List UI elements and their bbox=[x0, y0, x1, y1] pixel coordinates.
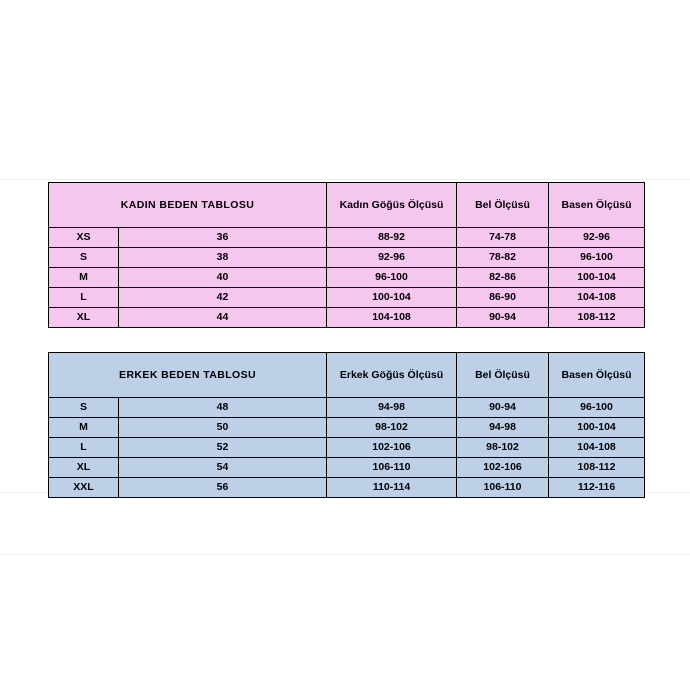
hip-value: 108-112 bbox=[549, 458, 645, 478]
hip-value: 112-116 bbox=[549, 478, 645, 498]
table-row bbox=[49, 268, 645, 288]
background-guide-line bbox=[0, 554, 690, 555]
men-waist-header: Bel Ölçüsü bbox=[457, 353, 549, 398]
table-header-row bbox=[49, 183, 645, 228]
women-size-table bbox=[48, 182, 645, 328]
men-hip-header: Basen Ölçüsü bbox=[549, 353, 645, 398]
size-number: 40 bbox=[119, 268, 327, 288]
table-row bbox=[49, 308, 645, 328]
table-row bbox=[49, 418, 645, 438]
waist-value: 106-110 bbox=[457, 478, 549, 498]
size-number: 38 bbox=[119, 248, 327, 268]
size-number: 50 bbox=[119, 418, 327, 438]
table-header-row bbox=[49, 353, 645, 398]
size-number: 54 bbox=[119, 458, 327, 478]
size-label: M bbox=[49, 418, 119, 438]
hip-value: 92-96 bbox=[549, 228, 645, 248]
women-hip-header: Basen Ölçüsü bbox=[549, 183, 645, 228]
size-number: 42 bbox=[119, 288, 327, 308]
chest-value: 94-98 bbox=[327, 398, 457, 418]
hip-value: 96-100 bbox=[549, 248, 645, 268]
size-number: 44 bbox=[119, 308, 327, 328]
background-guide-line bbox=[0, 179, 690, 180]
size-label: M bbox=[49, 268, 119, 288]
hip-value: 108-112 bbox=[549, 308, 645, 328]
size-number: 36 bbox=[119, 228, 327, 248]
chest-value: 106-110 bbox=[327, 458, 457, 478]
chest-value: 102-106 bbox=[327, 438, 457, 458]
waist-value: 102-106 bbox=[457, 458, 549, 478]
waist-value: 74-78 bbox=[457, 228, 549, 248]
chest-value: 100-104 bbox=[327, 288, 457, 308]
size-label: L bbox=[49, 288, 119, 308]
hip-value: 104-108 bbox=[549, 438, 645, 458]
chest-value: 110-114 bbox=[327, 478, 457, 498]
table-row bbox=[49, 248, 645, 268]
men-size-table bbox=[48, 352, 645, 498]
hip-value: 96-100 bbox=[549, 398, 645, 418]
women-table-title: KADIN BEDEN TABLOSU bbox=[49, 183, 327, 228]
hip-value: 100-104 bbox=[549, 418, 645, 438]
hip-value: 104-108 bbox=[549, 288, 645, 308]
hip-value: 100-104 bbox=[549, 268, 645, 288]
size-label: L bbox=[49, 438, 119, 458]
size-label: XL bbox=[49, 308, 119, 328]
size-number: 52 bbox=[119, 438, 327, 458]
chest-value: 96-100 bbox=[327, 268, 457, 288]
waist-value: 78-82 bbox=[457, 248, 549, 268]
chest-value: 92-96 bbox=[327, 248, 457, 268]
table-row bbox=[49, 458, 645, 478]
chest-value: 104-108 bbox=[327, 308, 457, 328]
table-row bbox=[49, 398, 645, 418]
size-number: 56 bbox=[119, 478, 327, 498]
men-table-title: ERKEK BEDEN TABLOSU bbox=[49, 353, 327, 398]
table-spacer bbox=[48, 328, 644, 352]
women-waist-header: Bel Ölçüsü bbox=[457, 183, 549, 228]
size-label: XL bbox=[49, 458, 119, 478]
chest-value: 98-102 bbox=[327, 418, 457, 438]
waist-value: 90-94 bbox=[457, 308, 549, 328]
table-row bbox=[49, 478, 645, 498]
waist-value: 86-90 bbox=[457, 288, 549, 308]
waist-value: 90-94 bbox=[457, 398, 549, 418]
size-tables-container bbox=[48, 182, 644, 498]
table-row bbox=[49, 438, 645, 458]
size-label: S bbox=[49, 248, 119, 268]
size-number: 48 bbox=[119, 398, 327, 418]
men-chest-header: Erkek Göğüs Ölçüsü bbox=[327, 353, 457, 398]
waist-value: 82-86 bbox=[457, 268, 549, 288]
size-label: XXL bbox=[49, 478, 119, 498]
waist-value: 94-98 bbox=[457, 418, 549, 438]
waist-value: 98-102 bbox=[457, 438, 549, 458]
table-row bbox=[49, 228, 645, 248]
table-row bbox=[49, 288, 645, 308]
women-chest-header: Kadın Göğüs Ölçüsü bbox=[327, 183, 457, 228]
size-label: S bbox=[49, 398, 119, 418]
chest-value: 88-92 bbox=[327, 228, 457, 248]
size-label: XS bbox=[49, 228, 119, 248]
